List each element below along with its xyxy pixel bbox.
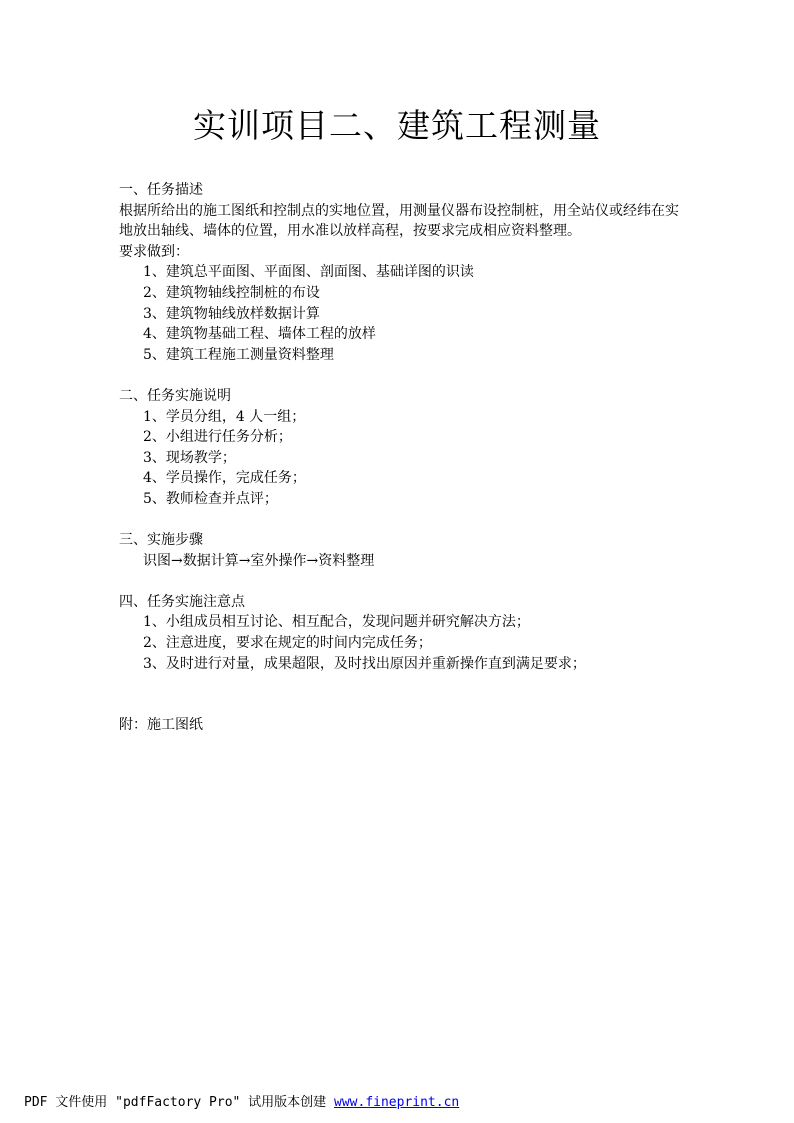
pdf-factory-footer bbox=[24, 1094, 459, 1112]
spacer bbox=[119, 365, 679, 386]
requirement-item: 2、建筑物轴线控制桩的布设 bbox=[143, 284, 320, 301]
implementation-item: 1、学员分组，4 人一组； bbox=[143, 408, 306, 425]
spacer bbox=[119, 510, 679, 531]
footer-text: PDF 文件使用 "pdfFactory Pro" 试用版本创建 bbox=[24, 1095, 335, 1110]
requirement-item: 1、建筑总平面图、平面图、剖面图、基础详图的识读 bbox=[143, 264, 474, 281]
section-heading: 三、实施步骤 bbox=[119, 532, 203, 549]
section-steps bbox=[119, 530, 679, 571]
section-heading: 四、任务实施注意点 bbox=[119, 593, 245, 610]
section-heading: 二、任务实施说明 bbox=[119, 387, 231, 404]
fineprint-link[interactable]: www.fineprint.cn bbox=[334, 1095, 460, 1110]
implementation-item: 2、小组进行任务分析； bbox=[143, 429, 292, 446]
section-task-description bbox=[119, 180, 679, 365]
steps-flow: 识图→数据计算→室外操作→资料整理 bbox=[143, 552, 375, 569]
requirement-item: 5、建筑工程施工测量资料整理 bbox=[143, 346, 334, 363]
document-body bbox=[119, 180, 679, 736]
precaution-item: 1、小组成员相互讨论、相互配合，发现问题并研究解决方法； bbox=[143, 614, 530, 631]
section-heading: 一、任务描述 bbox=[119, 182, 203, 198]
implementation-item: 3、现场教学； bbox=[143, 449, 236, 466]
spacer bbox=[119, 674, 679, 715]
task-description-paragraph: 根据所给出的施工图纸和控制点的实地位置，用测量仪器布设控制桩，用全站仪或经纬在实地放出轴线、墙体的位置，用水准以放样高程，按要求完成相应资料整理。 bbox=[119, 202, 679, 240]
spacer bbox=[119, 571, 679, 592]
appendix-text: 附：施工图纸 bbox=[119, 717, 203, 734]
section-precautions bbox=[119, 592, 679, 674]
requirement-item: 3、建筑物轴线放样数据计算 bbox=[143, 305, 320, 322]
implementation-item: 4、学员操作，完成任务； bbox=[143, 470, 306, 487]
requirement-item: 4、建筑物基础工程、墙体工程的放样 bbox=[143, 326, 376, 343]
section-implementation-notes bbox=[119, 386, 679, 510]
requirements-label: 要求做到： bbox=[119, 243, 189, 260]
document-title: 实训项目二、建筑工程测量 bbox=[193, 106, 601, 145]
precaution-item: 2、注意进度，要求在规定的时间内完成任务； bbox=[143, 635, 432, 652]
precaution-item: 3、及时进行对量，成果超限，及时找出原因并重新操作直到满足要求； bbox=[143, 655, 586, 672]
implementation-item: 5、教师检查并点评； bbox=[143, 490, 278, 507]
